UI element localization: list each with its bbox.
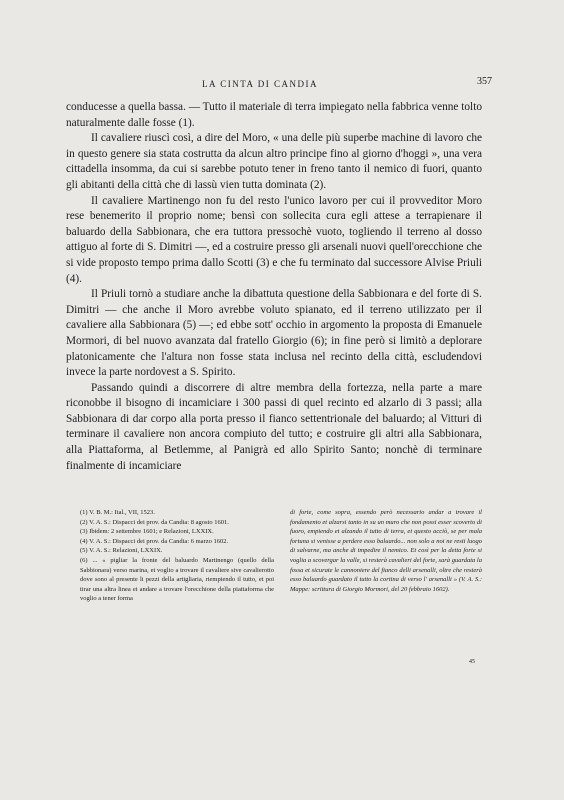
footnote: (5) V. A. S.: Relazioni, LXXIX. bbox=[80, 547, 163, 555]
footnote: (2) V. A. S.: Dispacci dei prov. da Candia: 8 agosto 1601. bbox=[80, 518, 229, 526]
paragraph: conducesse a quella bassa. — Tutto il materiale di terra impiegato nella fabbrica venne tolto naturalmente dalle fosse (1). bbox=[66, 101, 482, 129]
footnotes bbox=[80, 508, 482, 604]
page-number: 357 bbox=[477, 76, 492, 87]
footnote: (4) V. A. S.: Dispacci dei prov. da Candia: 6 marzo 1602. bbox=[80, 537, 229, 545]
signature-mark: 45 bbox=[469, 659, 475, 665]
paragraph: Passando quindi a discorrere di altre membra della fortezza, nella parte a mare riconobbe il bisogno di incamiciare i 300 passi di quel recinto ed alzarlo di 3 passi; alla Sabbionara di dar corpo alla porta presso il fianco settentrionale del baluardo; al Vitturi di terminare il cavaliere non ancora compiuto del tutto; e costruire gli altri alla Sabbionara, alla Piattaforma, al Betlemme, al Panigrà ed allo Spirito Santo; nonchè di terminare finalmente di incamiciare bbox=[66, 381, 482, 472]
running-title: LA CINTA DI CANDIA bbox=[202, 79, 319, 89]
footnotes-right-column: di forte, come sopra, essendo però necessario andar a trovare il fondamento et alzarsi tanto in su un muro che non possi esser scoverto di fuoro, empiendo et alzando il tutto di terra, et questo acciò, se per mala fortuna si venisse a perdere esso baluardo... non solo a noi ne resti luogo di salvarne, ma anche di impedire il nemico. Et così per la detta forte si voglia a scovergar la valle, si resterà cavalieri del forte, sarà guardata la fossa et sicurate le cannoniere del fianco delli arsenalli, oltre che resterà esso baluardo guardato il tutto la cortina di verso l' arsenalli » (V. A. S.: Mappe: scrittura di Giorgio Mormori, del 20 febbraio 1602). bbox=[290, 509, 482, 593]
footnote: (1) V. B. M.: Ital., VII, 1523. bbox=[80, 509, 155, 516]
paragraph: Il cavaliere riuscì così, a dire del Moro, « una delle più superbe machine di lavoro che in questo genere sia stata costrutta da alcun altro principe fino al giorno d'hoggi », una vera cittadella insomma, da cui si sarebbe potuto tener in freno tanto il nemico di fuori, quanto gli abitanti della città che di lassù vien tutta dominata (2). bbox=[66, 132, 482, 191]
footnote: (3) Ibidem: 2 settembre 1601; e Relazioni, LXXIX. bbox=[80, 528, 214, 536]
footnote: (6) ... « pigliar la fronte del baluardo Martinengo (quello della Sabbionara) verso marina, et voglio a trovare il cavaliere sive cavalierotto dove sono al presente li pezzi della artigliaria, riempiendo il tutto, et poi tirar una altra linea et andare a trovare l'orecchione della piattaforma che voglio a tener forma bbox=[80, 556, 274, 603]
footnotes-left-column bbox=[80, 508, 274, 604]
main-text bbox=[66, 100, 482, 474]
paragraph: Il Priuli tornò a studiare anche la dibattuta questione della Sabbionara e del forte di S. Dimitri — che anche il Moro avrebbe voluto spianato, ed il terreno utilizzato per il cavaliere alla Sabbionara (5) —; ed ebbe sott' occhio in argomento la proposta di Emanuele Mormori, di bel nuovo avanzata dal fratello Giorgio (6); in fine però si limitò a deplorare platonicamente che l'altura non fosse stata inclusa nel recinto della città, escludendovi invece la parte nordovest a S. Spirito. bbox=[66, 288, 482, 379]
paragraph: Il cavaliere Martinengo non fu del resto l'unico lavoro per cui il provveditor Moro rese benemerito il proprio nome; bensì con sollecita cura egli attese a terrapienare il baluardo della Sabbionara, che era tuttora pressochè vuoto, togliendo il terreno al dosso attiguo al forte di S. Dimitri —, ed a costruire presso gli arsenali nuovi quell'orecchione che si vide proposto tempo prima dallo Scotti (3) e che fu terminato dal successore Alvise Priuli (4). bbox=[66, 194, 482, 285]
